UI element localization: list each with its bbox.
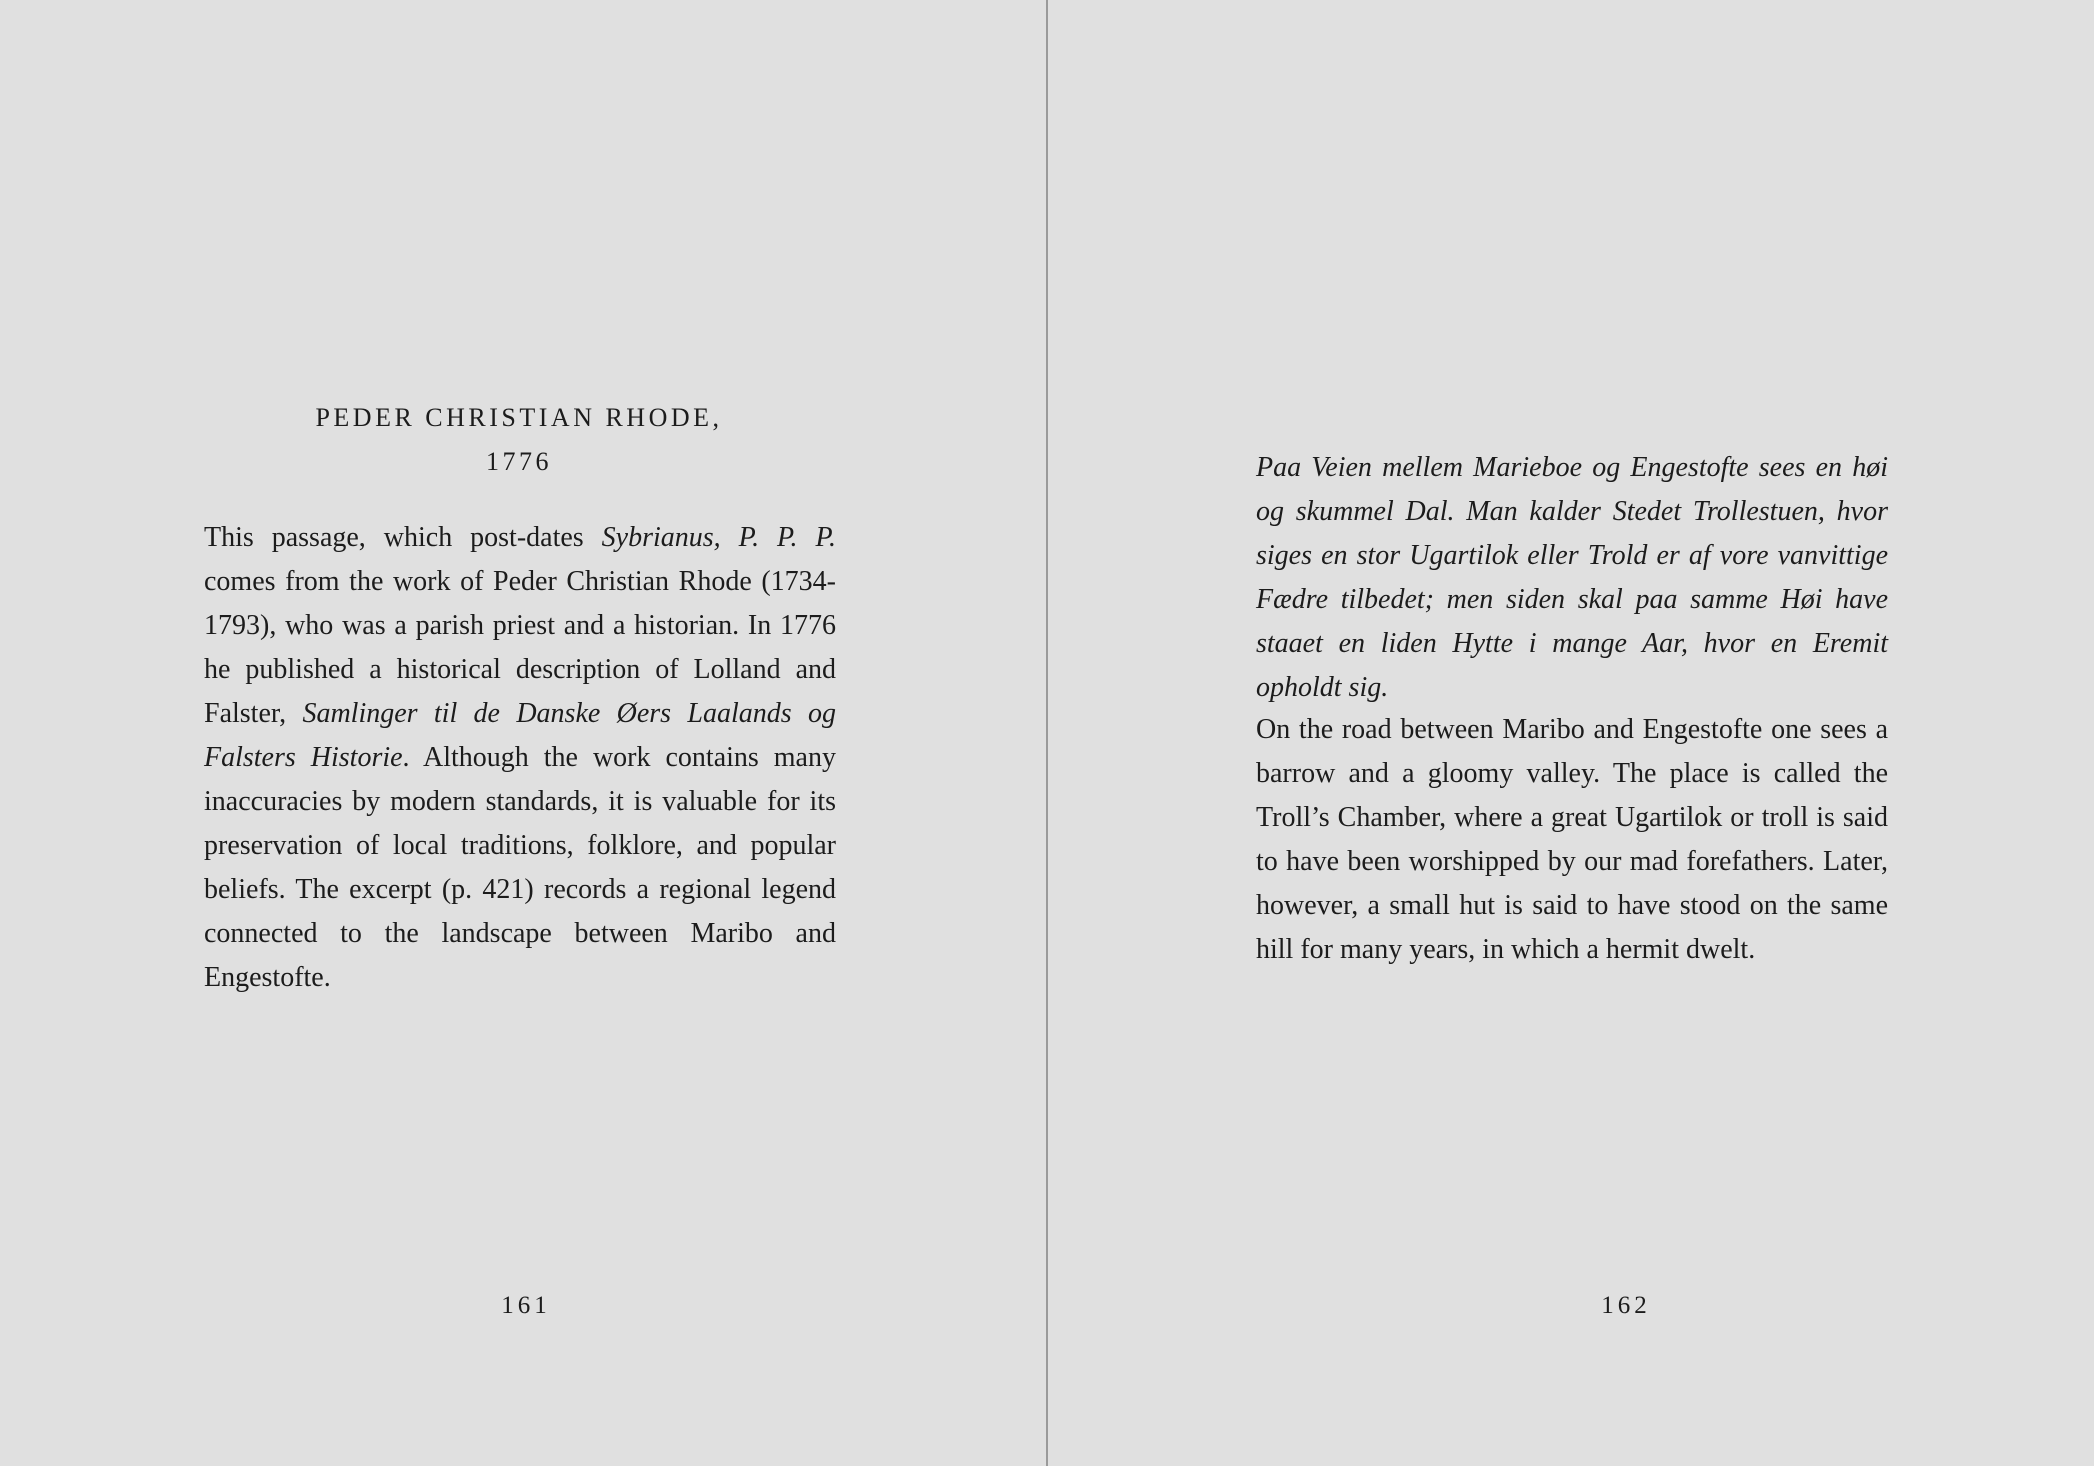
intro-text-2: comes from the work of Peder Christian Rhode (1734-1793), who was a parish priest and a historian. In 1776 he published a historical description of Lolland and Falster,: [204, 566, 836, 729]
chapter-heading-name: PEDER CHRISTIAN RHODE,: [315, 403, 723, 432]
page-number-right: 162: [1601, 1292, 1651, 1319]
chapter-heading: [204, 396, 834, 484]
intro-text-1: This passage, which post-dates: [204, 522, 602, 553]
intro-paragraph: [204, 516, 836, 1000]
left-page: [0, 0, 1046, 1466]
chapter-heading-year: 1776: [486, 447, 552, 476]
danish-quote: Paa Veien mellem Marieboe og Engestofte sees en høi og skummel Dal. Man kalder Stedet Trollestuen, hvor siges en stor Ugartilok eller Trold er af vore vanvittige Fædre tilbedet; men siden skal paa samme Høi have staaet en liden Hytte i mange Aar, hvor en Eremit opholdt sig.: [1256, 452, 1888, 703]
english-translation: On the road between Maribo and Engestofte one sees a barrow and a gloomy valley. The place is called the Troll’s Chamber, where a great Ugartilok or troll is said to have been worshipped by our mad forefathers. Later, however, a small hut is said to have stood on the same hill for many years, in which a hermit dwelt.: [1256, 714, 1888, 965]
intro-title-italic-2: Samlinger til de Danske Øers Laalands og Falsters Historie: [204, 698, 837, 773]
right-page: [1048, 0, 2094, 1466]
intro-text-3: . Although the work contains many inaccuracies by modern standards, it is valuable for its preservation of local traditions, folklore, and popular beliefs. The excerpt (p. 421) records a regional legend connected to the landscape between Maribo and Engestofte.: [204, 742, 836, 993]
intro-title-italic-1: Sybrianus, P. P. P.: [601, 522, 836, 553]
page-number-left: 161: [501, 1292, 551, 1319]
